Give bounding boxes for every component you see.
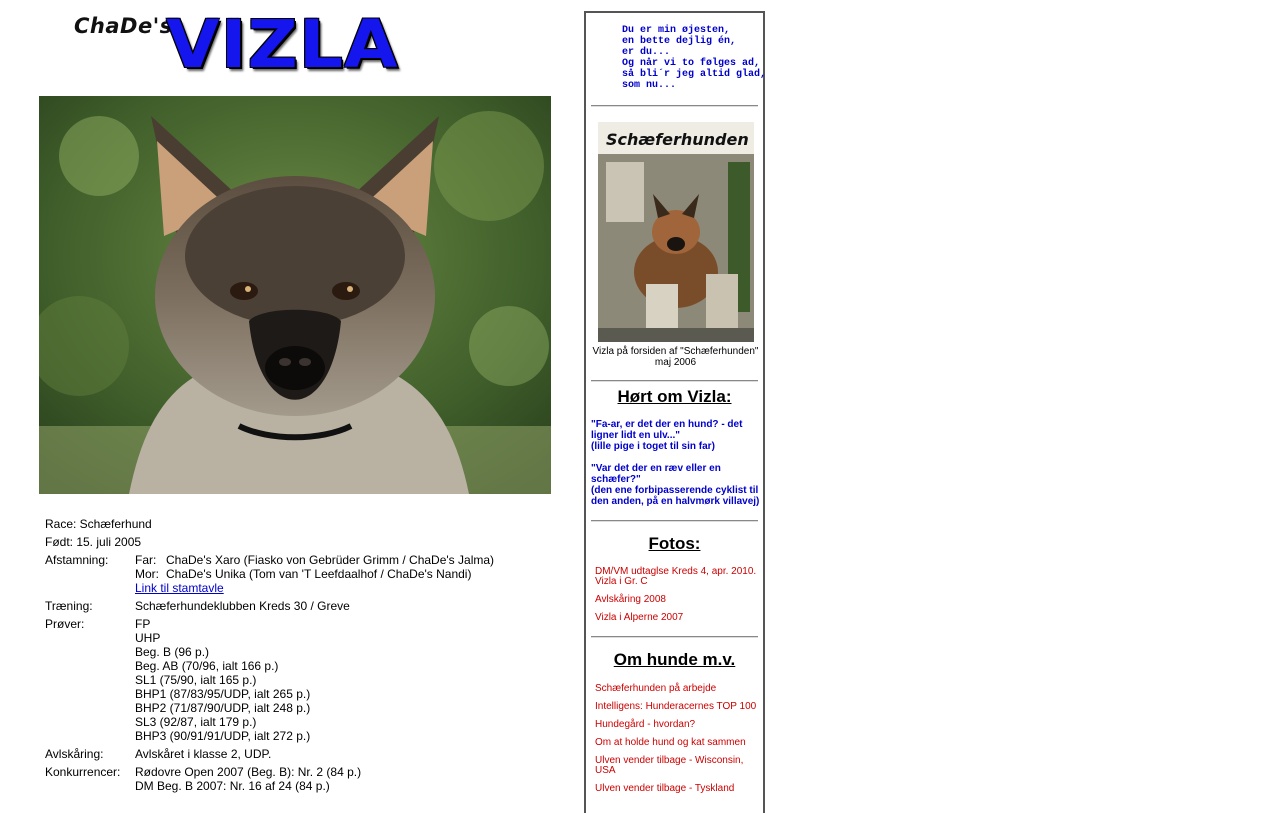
info-row-breeding — [45, 747, 559, 762]
separator — [591, 636, 758, 638]
magazine-title: Schæferhunden — [606, 130, 749, 149]
lineage-value — [135, 553, 559, 596]
magazine-cover-image[interactable] — [598, 122, 754, 342]
sire-line — [135, 553, 559, 567]
dog-article-link[interactable]: Ulven vender tilbage - Wisconsin, USA — [595, 755, 744, 776]
quote-attribution: (den ene forbipasserende cyklist til den anden, på en halvmørk villavej) — [591, 485, 760, 507]
dogs-title: Om hunde m.v. — [613, 650, 736, 669]
lineage-label: Afstamning: — [45, 553, 109, 567]
dog-article-link[interactable]: Schæferhunden på arbejde — [595, 683, 717, 694]
dogs-link-list — [595, 684, 757, 802]
dog-article-link[interactable]: Hundegård - hvordan? — [595, 719, 696, 730]
trial-item: FP — [135, 617, 151, 631]
competitions-label: Konkurrencer: — [45, 765, 121, 779]
info-row-lineage — [45, 553, 559, 596]
born-text: Født: 15. juli 2005 — [45, 535, 142, 549]
info-row-race — [45, 517, 559, 532]
trials-value — [135, 617, 559, 744]
poem-text: Du er min øjesten, en bette dejlig én, er du... Og når vi to følges ad, så bli´r jeg altid glad, som nu... — [622, 25, 767, 91]
dog-article-link[interactable]: Intelligens: Hunderacernes TOP 100 — [595, 701, 757, 712]
trial-item: BHP2 (71/87/90/UDP, ialt 248 p.) — [135, 701, 311, 715]
quote-text: "Fa-ar, er det der en hund? - det ligner lidt en ulv..." — [591, 419, 743, 441]
trial-item: SL3 (92/87, ialt 179 p.) — [135, 715, 257, 729]
photo-link[interactable]: Vizla i Alperne 2007 — [595, 612, 684, 623]
info-row-trials — [45, 617, 559, 744]
separator — [591, 105, 758, 107]
site-logo — [70, 6, 430, 86]
dog-portrait-photo — [39, 96, 551, 494]
photos-link-list — [595, 567, 757, 631]
info-row-competitions — [45, 765, 559, 794]
dam-value: ChaDe's Unika (Tom van 'T Leefdaalhof / ChaDe's Nandi) — [166, 567, 472, 581]
trial-item: Beg. B (96 p.) — [135, 645, 210, 659]
competition-item: DM Beg. B 2007: Nr. 16 af 24 (84 p.) — [135, 779, 330, 793]
sire-value: ChaDe's Xaro (Fiasko von Gebrüder Grimm / ChaDe's Jalma) — [166, 553, 495, 567]
dog-article-link[interactable]: Ulven vender tilbage - Tyskland — [595, 783, 735, 794]
trial-item: UHP — [135, 631, 161, 645]
quote-text: "Var det der en ræv eller en schæfer?" — [591, 463, 721, 485]
trial-item: BHP1 (87/83/95/UDP, ialt 265 p.) — [135, 687, 311, 701]
magazine-cover-illustration — [598, 122, 754, 342]
quotes-block — [591, 419, 761, 507]
info-row-born — [45, 535, 559, 550]
logo-script-text: ChaDe's — [74, 14, 173, 38]
competition-item: Rødovre Open 2007 (Beg. B): Nr. 2 (84 p.) — [135, 765, 362, 779]
separator — [591, 380, 758, 382]
trial-item: SL1 (75/90, ialt 165 p.) — [135, 673, 257, 687]
dam-key: Mor: — [135, 567, 159, 581]
breeding-value: Avlskåret i klasse 2, UDP. — [135, 747, 272, 761]
cover-caption: Vizla på forsiden af "Schæferhunden" maj 2006 — [592, 346, 759, 368]
training-value: Schæferhundeklubben Kreds 30 / Greve — [135, 599, 350, 613]
training-label: Træning: — [45, 599, 93, 613]
trial-item: Beg. AB (70/96, ialt 166 p.) — [135, 659, 279, 673]
trials-label: Prøver: — [45, 617, 85, 631]
heard-about-title: Hørt om Vizla: — [617, 387, 732, 406]
separator — [591, 520, 758, 522]
breeding-label: Avlskåring: — [45, 747, 104, 761]
dog-info-table — [42, 514, 562, 797]
trial-item: BHP3 (90/91/91/UDP, ialt 272 p.) — [135, 729, 311, 743]
quote-attribution: (lille pige i toget til sin far) — [591, 441, 715, 452]
logo-title: VIZLA — [166, 6, 399, 83]
sidebar — [584, 11, 765, 813]
photo-link[interactable]: DM/VM udtaglse Kreds 4, apr. 2010. Vizla i Gr. C — [595, 566, 757, 587]
dog-portrait-illustration — [39, 96, 551, 494]
info-row-training — [45, 599, 559, 614]
sire-key: Far: — [135, 553, 157, 567]
pedigree-link[interactable]: Link til stamtavle — [135, 581, 224, 595]
race-text: Race: Schæferhund — [45, 517, 152, 531]
competitions-value — [135, 765, 559, 794]
photo-link[interactable]: Avlskåring 2008 — [595, 594, 666, 605]
photos-title: Fotos: — [648, 534, 701, 553]
dog-article-link[interactable]: Om at holde hund og kat sammen — [595, 737, 746, 748]
dam-line — [135, 567, 559, 581]
